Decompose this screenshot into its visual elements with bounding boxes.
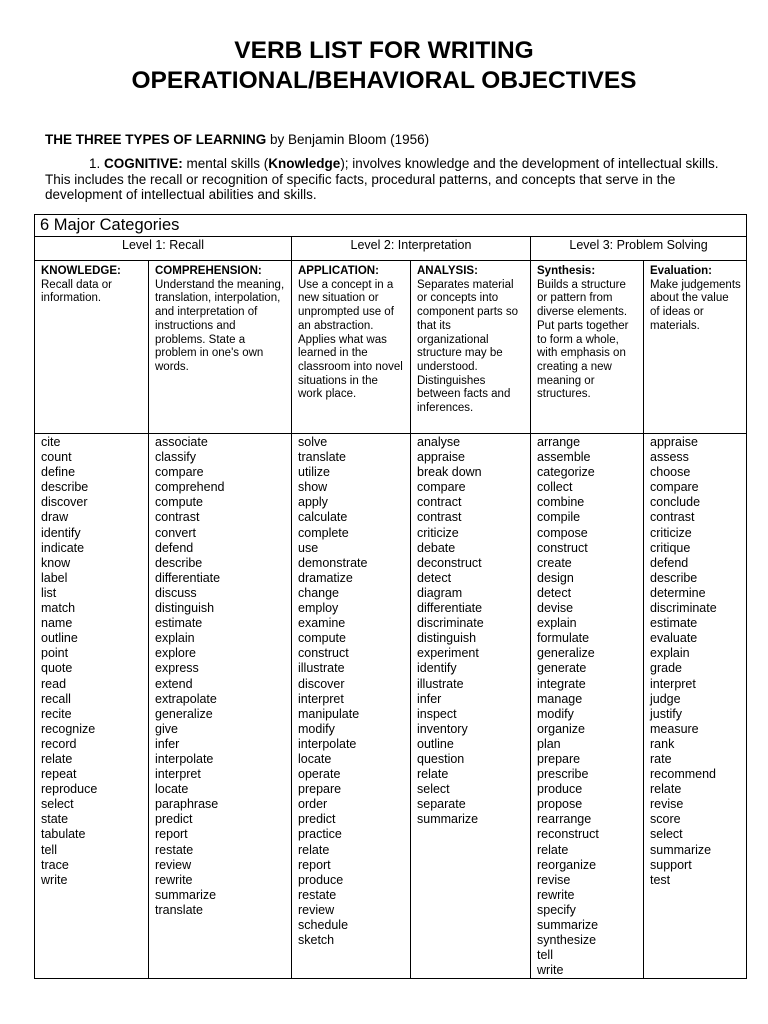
verb-item: arrange [537,435,581,449]
verb-item: summarize [417,812,479,827]
verb-item: support [650,857,692,872]
verb-item: translate [155,902,203,917]
column-description: Make judgements about the value of ideas or materials. [650,278,741,332]
application-verb-list [298,435,405,948]
verb-item: examine [298,616,346,631]
verb-item: conclude [650,495,701,510]
verb-item: critique [650,540,691,555]
comprehension-verb-list [155,435,286,918]
column-header: ANALYSIS: [417,265,478,277]
verb-item: estimate [650,616,698,631]
verb-item: produce [537,782,583,797]
synthesis-verbs-cell [531,434,644,979]
column-header: Evaluation: [650,265,712,277]
synthesis-description-cell [531,261,644,434]
verb-item: integrate [537,676,586,691]
knowledge-description-cell [35,261,149,434]
knowledge-verb-list [41,435,143,888]
verb-item: point [41,646,69,661]
verb-item: explore [155,646,196,661]
verb-item: relate [298,842,330,857]
application-description-cell [292,261,411,434]
verb-item: translate [298,450,346,465]
analysis-description-cell [411,261,531,434]
verb-item: demonstrate [298,555,368,570]
verb-item: analyse [417,435,461,449]
verb-item: recite [41,706,72,721]
verb-item: employ [298,601,339,616]
verb-item: judge [650,691,681,706]
verb-item: record [41,736,77,751]
verb-item: recommend [650,767,716,782]
paragraph-keyword: Knowledge [268,156,341,171]
verb-item: create [537,555,572,570]
column-description: Use a concept in a new situation or unprompted use of an abstraction. Applies what was learned in the classroom into novel situations in the work place. [298,278,403,401]
verb-item: convert [155,525,196,540]
verb-item: restate [298,887,337,902]
verb-item: appraise [650,435,698,449]
verb-item: solve [298,435,328,449]
verb-item: associate [155,435,208,449]
verb-item: paraphrase [155,797,219,812]
verb-item: locate [155,782,189,797]
verb-item: write [41,872,68,887]
verb-item: specify [537,902,576,917]
verb-item: formulate [537,631,590,646]
verb-item: draw [41,510,69,525]
verb-item: complete [298,525,349,540]
verb-item: give [155,721,178,736]
verb-item: extrapolate [155,691,217,706]
verb-item: compute [298,631,346,646]
verb-item: compose [537,525,588,540]
verb-item: cite [41,435,61,449]
verb-item: infer [155,736,180,751]
verb-item: report [298,857,331,872]
verb-item: generate [537,661,587,676]
verb-item: compare [155,465,204,480]
verb-item: experiment [417,646,479,661]
verb-item: appraise [417,450,465,465]
verb-item: count [41,450,72,465]
verb-item: practice [298,827,342,842]
verb-item: know [41,555,71,570]
verb-item: show [298,480,328,495]
verb-item: report [155,827,188,842]
column-header: APPLICATION: [298,265,379,277]
evaluation-verbs-cell [644,434,747,979]
verb-item: interpret [650,676,696,691]
verb-item: contrast [417,510,462,525]
verb-item: describe [41,480,89,495]
verb-item: prepare [537,751,581,766]
verb-item: modify [298,721,335,736]
verb-item: extend [155,676,193,691]
verb-item: assemble [537,450,591,465]
column-header: KNOWLEDGE: [41,265,121,277]
verb-item: choose [650,465,691,480]
verb-item: use [298,540,319,555]
paragraph-number: 1. [89,156,105,171]
verb-item: criticize [417,525,459,540]
verb-item: summarize [155,887,217,902]
verb-item: reorganize [537,857,597,872]
verb-item: define [41,465,76,480]
verb-item: rank [650,736,675,751]
cognitive-paragraph [45,156,745,203]
paragraph-text-1: mental skills ( [182,156,269,171]
verb-item: manage [537,691,583,706]
verb-item: prepare [298,782,342,797]
knowledge-verbs-cell [35,434,149,979]
verb-item: rate [650,751,672,766]
verb-item: repeat [41,767,77,782]
verb-item: discover [298,676,345,691]
paragraph-label: COGNITIVE: [104,156,183,171]
verb-item: recognize [41,721,96,736]
column-description: Separates material or concepts into component parts so that its organizational structure may be understood. Distinguishes between facts and inferences. [417,278,519,415]
verb-item: organize [537,721,585,736]
verb-item: manipulate [298,706,360,721]
verb-item: synthesize [537,933,597,948]
application-verbs-cell [292,434,411,979]
verb-item: inspect [417,706,457,721]
verb-item: express [155,661,199,676]
level-3-header: Level 3: Problem Solving [531,237,747,261]
verb-item: change [298,585,340,600]
verb-item: quote [41,661,73,676]
verb-item: construct [537,540,588,555]
verb-item: generalize [537,646,595,661]
verb-item: outline [41,631,78,646]
verb-item: illustrate [298,661,345,676]
page-title [0,36,768,96]
verb-item: rearrange [537,812,592,827]
verb-item: measure [650,721,699,736]
verb-item: estimate [155,616,203,631]
verb-item: revise [537,872,571,887]
subheading-bold: THE THREE TYPES OF LEARNING [45,132,267,147]
verb-item: calculate [298,510,348,525]
verb-item: review [155,857,192,872]
verb-item: deconstruct [417,555,482,570]
verb-item: differentiate [155,570,221,585]
comprehension-verbs-cell [149,434,292,979]
verb-item: contrast [650,510,695,525]
verb-item: diagram [417,585,463,600]
verb-item: interpolate [155,751,214,766]
verb-item: list [41,585,57,600]
verb-item: break down [417,465,482,480]
verb-item: describe [650,570,698,585]
verb-item: produce [298,872,344,887]
verb-item: summarize [537,918,599,932]
verb-item: question [417,751,465,766]
verb-item: compare [650,480,699,495]
section-subheading [45,131,429,148]
synthesis-verb-list [537,435,638,978]
verb-item: match [41,601,76,616]
verb-item: recall [41,691,71,706]
verb-item: interpolate [298,736,357,751]
evaluation-description-cell [644,261,747,434]
verb-item: justify [650,706,682,721]
verb-item: defend [650,555,689,570]
verb-item: trace [41,857,69,872]
verb-item: restate [155,842,194,857]
title-line-1: VERB LIST FOR WRITING [234,37,534,64]
analysis-verb-list [417,435,525,827]
verb-item: locate [298,751,332,766]
table-heading: 6 Major Categories [35,215,747,237]
evaluation-verb-list [650,435,741,888]
verb-item: write [537,963,564,978]
verb-item: compare [417,480,466,495]
verb-item: reproduce [41,782,98,797]
verb-item: describe [155,555,203,570]
verb-item: identify [41,525,81,540]
level-1-header: Level 1: Recall [35,237,292,261]
verb-item: construct [298,646,349,661]
column-header: Synthesis: [537,265,596,277]
verb-item: compile [537,510,581,525]
verb-item: tell [537,948,553,963]
verb-item: reconstruct [537,827,599,842]
verb-item: summarize [650,842,712,857]
verb-item: identify [417,661,457,676]
verb-item: relate [537,842,569,857]
verb-item: schedule [298,918,349,932]
verb-item: select [417,782,450,797]
column-description: Understand the meaning, translation, interpolation, and interpretation of instructions and problems. State a problem in one's own words. [155,278,285,373]
analysis-verbs-cell [411,434,531,979]
verb-item: explain [155,631,195,646]
verb-item: tell [41,842,57,857]
verb-item: name [41,616,73,631]
verb-item: plan [537,736,561,751]
verb-item: predict [155,812,193,827]
verb-item: revise [650,797,684,812]
verb-item: distinguish [417,631,477,646]
verb-item: prescribe [537,767,589,782]
verb-item: discover [41,495,88,510]
verb-item: illustrate [417,676,464,691]
verb-item: devise [537,601,574,616]
verb-item: interpret [298,691,344,706]
verb-item: assess [650,450,689,465]
verb-item: inventory [417,721,468,736]
verb-item: infer [417,691,442,706]
verb-item: rewrite [537,887,575,902]
verb-item: score [650,812,681,827]
verb-item: relate [41,751,73,766]
verb-item: dramatize [298,570,353,585]
verb-item: explain [650,646,690,661]
verb-item: state [41,812,69,827]
paragraph-text-2: ); involves knowledge and the development of intellectual skills. This includes the recall or recognition of specific facts, procedural patterns, and concepts that serve in the development of intellectual abilities and skills. [45,156,719,203]
verb-item: sketch [298,933,335,948]
verb-item: label [41,570,68,585]
verb-item: criticize [650,525,692,540]
column-header: COMPREHENSION: [155,265,262,277]
verb-item: differentiate [417,601,483,616]
verb-item: select [41,797,74,812]
verb-item: contract [417,495,462,510]
verb-item: contrast [155,510,200,525]
verb-item: debate [417,540,456,555]
verb-item: order [298,797,328,812]
verb-item: apply [298,495,328,510]
verb-item: test [650,872,671,887]
subheading-author: by Benjamin Bloom (1956) [266,132,430,147]
column-description: Recall data or information. [41,278,112,305]
verb-item: modify [537,706,574,721]
verb-item: generalize [155,706,213,721]
verb-item: combine [537,495,585,510]
verb-table-container [34,214,746,978]
verb-item: comprehend [155,480,225,495]
verb-item: distinguish [155,601,215,616]
verb-item: read [41,676,67,691]
level-2-header: Level 2: Interpretation [292,237,531,261]
verb-item: select [650,827,683,842]
verb-item: defend [155,540,194,555]
verb-item: utilize [298,465,330,480]
column-description: Builds a structure or pattern from diverse elements. Put parts together to form a whole, with emphasis on creating a new meaning or structures. [537,278,629,401]
verb-item: tabulate [41,827,86,842]
verb-item: determine [650,585,706,600]
verb-item: predict [298,812,336,827]
verb-item: detect [537,585,572,600]
verb-item: outline [417,736,454,751]
verb-item: discriminate [650,601,717,616]
verb-item: discriminate [417,616,484,631]
verb-item: compute [155,495,203,510]
verb-item: relate [650,782,682,797]
verb-item: evaluate [650,631,698,646]
verb-item: propose [537,797,583,812]
verb-item: rewrite [155,872,193,887]
verb-item: interpret [155,767,201,782]
verb-item: explain [537,616,577,631]
verb-item: indicate [41,540,85,555]
verb-item: relate [417,767,449,782]
verb-item: review [298,902,335,917]
verb-item: categorize [537,465,595,480]
verb-item: design [537,570,574,585]
verb-item: discuss [155,585,197,600]
verb-item: detect [417,570,452,585]
verb-item: grade [650,661,682,676]
title-line-2: OPERATIONAL/BEHAVIORAL OBJECTIVES [131,67,637,94]
verb-item: collect [537,480,573,495]
verb-item: separate [417,797,466,812]
verb-item: operate [298,767,341,782]
verb-table [34,214,747,979]
comprehension-description-cell [149,261,292,434]
verb-item: classify [155,450,196,465]
